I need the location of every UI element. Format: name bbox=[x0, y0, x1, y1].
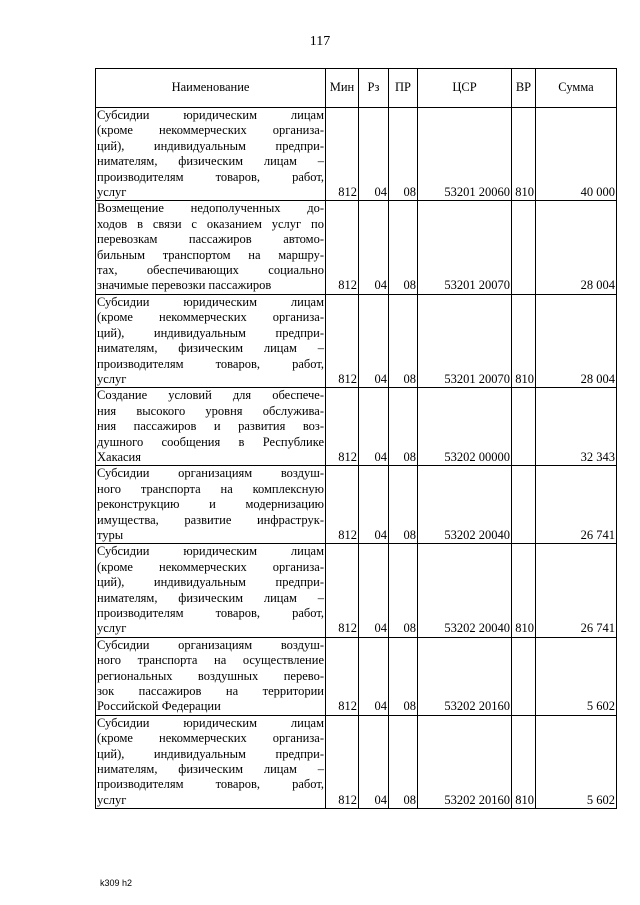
row-name-line: ций), индивидуальным предпри- bbox=[97, 325, 324, 340]
row-name-line: Российской Федерации bbox=[97, 699, 221, 714]
row-name-cell bbox=[96, 466, 326, 544]
row-name-line: тах, обеспечивающих социально bbox=[97, 263, 324, 278]
row-pr-cell: 08 bbox=[389, 388, 418, 466]
row-name-line: ций), индивидуальным предпри- bbox=[97, 138, 324, 153]
table-row bbox=[96, 544, 617, 637]
row-vr-cell: 810 bbox=[512, 715, 536, 808]
row-rz-cell: 04 bbox=[359, 294, 389, 387]
row-name-line: услуг bbox=[97, 371, 127, 386]
footer-code: k309 h2 bbox=[100, 878, 133, 888]
row-rz-cell: 04 bbox=[359, 466, 389, 544]
row-min-cell: 812 bbox=[326, 201, 359, 294]
row-csr-cell: 53201 20070 bbox=[418, 201, 512, 294]
row-name-line: нимателям, физическим лицам – bbox=[97, 341, 324, 356]
table-row bbox=[96, 466, 617, 544]
row-name-line: Субсидии юридическим лицам bbox=[97, 715, 324, 730]
row-sum-cell: 40 000 bbox=[536, 108, 617, 201]
row-name-line: (кроме некоммерческих организа- bbox=[97, 559, 324, 574]
row-min-cell: 812 bbox=[326, 466, 359, 544]
column-header-min: Мин bbox=[326, 69, 359, 108]
table-row bbox=[96, 637, 617, 715]
row-pr-cell: 08 bbox=[389, 637, 418, 715]
row-csr-cell: 53202 20040 bbox=[418, 466, 512, 544]
row-sum-cell: 32 343 bbox=[536, 388, 617, 466]
row-name-line: ходов в связи с оказанием услуг по bbox=[97, 216, 324, 231]
row-sum-cell: 26 741 bbox=[536, 544, 617, 637]
row-name-cell bbox=[96, 108, 326, 201]
row-min-cell: 812 bbox=[326, 108, 359, 201]
column-header-vr: ВР bbox=[512, 69, 536, 108]
row-vr-cell: 810 bbox=[512, 544, 536, 637]
column-header-name: Наименование bbox=[96, 69, 326, 108]
row-min-cell: 812 bbox=[326, 637, 359, 715]
row-pr-cell: 08 bbox=[389, 294, 418, 387]
row-name-line: ного транспорта на комплексную bbox=[97, 481, 324, 496]
row-name-line: Субсидии юридическим лицам bbox=[97, 544, 324, 559]
row-sum-cell: 5 602 bbox=[536, 715, 617, 808]
row-sum-cell: 5 602 bbox=[536, 637, 617, 715]
row-rz-cell: 04 bbox=[359, 544, 389, 637]
column-header-csr: ЦСР bbox=[418, 69, 512, 108]
column-header-pr: ПР bbox=[389, 69, 418, 108]
row-min-cell: 812 bbox=[326, 294, 359, 387]
row-csr-cell: 53202 00000 bbox=[418, 388, 512, 466]
row-name-line: туры bbox=[97, 527, 124, 542]
row-name-line: услуг bbox=[97, 792, 127, 807]
column-header-sum: Сумма bbox=[536, 69, 617, 108]
row-name-cell bbox=[96, 637, 326, 715]
column-header-rz: Рз bbox=[359, 69, 389, 108]
row-vr-cell bbox=[512, 637, 536, 715]
row-pr-cell: 08 bbox=[389, 466, 418, 544]
row-rz-cell: 04 bbox=[359, 108, 389, 201]
row-name-line: производителям товаров, работ, bbox=[97, 356, 324, 371]
row-sum-cell: 26 741 bbox=[536, 466, 617, 544]
table-header-row bbox=[96, 69, 617, 108]
row-pr-cell: 08 bbox=[389, 715, 418, 808]
row-name-line: нимателям, физическим лицам – bbox=[97, 762, 324, 777]
row-name-line: душного сообщения в Республике bbox=[97, 434, 324, 449]
row-vr-cell: 810 bbox=[512, 108, 536, 201]
row-name-line: Субсидии организациям воздуш- bbox=[97, 637, 324, 652]
table-row bbox=[96, 388, 617, 466]
row-vr-cell bbox=[512, 466, 536, 544]
row-name-line: ций), индивидуальным предпри- bbox=[97, 746, 324, 761]
row-rz-cell: 04 bbox=[359, 388, 389, 466]
row-name-line: нимателям, физическим лицам – bbox=[97, 154, 324, 169]
row-name-line: (кроме некоммерческих организа- bbox=[97, 731, 324, 746]
row-vr-cell: 810 bbox=[512, 294, 536, 387]
page-number: 117 bbox=[309, 34, 331, 49]
row-name-line: Субсидии юридическим лицам bbox=[97, 294, 324, 309]
row-min-cell: 812 bbox=[326, 544, 359, 637]
row-name-line: бильным транспортом на маршру- bbox=[97, 247, 324, 262]
row-name-line: производителям товаров, работ, bbox=[97, 777, 324, 792]
table-body bbox=[96, 108, 617, 809]
row-name-line: значимые перевозки пассажиров bbox=[97, 278, 272, 293]
row-name-cell bbox=[96, 388, 326, 466]
row-rz-cell: 04 bbox=[359, 637, 389, 715]
row-name-line: перевозкам пассажиров автомо- bbox=[97, 232, 324, 247]
row-name-line: имущества, развитие инфраструк- bbox=[97, 512, 324, 527]
row-name-line: Создание условий для обеспече- bbox=[97, 388, 324, 403]
row-sum-cell: 28 004 bbox=[536, 201, 617, 294]
row-rz-cell: 04 bbox=[359, 201, 389, 294]
row-pr-cell: 08 bbox=[389, 201, 418, 294]
row-name-line: услуг bbox=[97, 621, 127, 636]
table-row bbox=[96, 201, 617, 294]
row-min-cell: 812 bbox=[326, 388, 359, 466]
row-name-line: производителям товаров, работ, bbox=[97, 606, 324, 620]
row-name-cell bbox=[96, 294, 326, 387]
row-name-line: зок пассажиров на территории bbox=[97, 684, 324, 699]
row-name-line: ния высокого уровня обслужива- bbox=[97, 403, 324, 418]
row-name-line: услуг bbox=[97, 185, 127, 200]
row-name-line: нимателям, физическим лицам – bbox=[97, 590, 324, 605]
row-name-line: Хакасия bbox=[97, 449, 141, 464]
row-name-line: Субсидии организациям воздуш- bbox=[97, 466, 324, 481]
table-row bbox=[96, 294, 617, 387]
row-csr-cell: 53202 20040 bbox=[418, 544, 512, 637]
row-name-line: ния пассажиров и развития воз- bbox=[97, 419, 324, 434]
budget-table bbox=[95, 68, 617, 809]
row-name-line: ного транспорта на осуществление bbox=[97, 653, 324, 668]
row-name-line: (кроме некоммерческих организа- bbox=[97, 123, 324, 138]
row-csr-cell: 53201 20070 bbox=[418, 294, 512, 387]
row-vr-cell bbox=[512, 201, 536, 294]
row-name-line: производителям товаров, работ, bbox=[97, 169, 324, 184]
row-pr-cell: 08 bbox=[389, 544, 418, 637]
row-name-line: региональных воздушных перево- bbox=[97, 668, 324, 683]
row-sum-cell: 28 004 bbox=[536, 294, 617, 387]
row-csr-cell: 53202 20160 bbox=[418, 637, 512, 715]
row-name-cell bbox=[96, 544, 326, 637]
row-name-line: (кроме некоммерческих организа- bbox=[97, 310, 324, 325]
row-name-line: Возмещение недополученных до- bbox=[97, 201, 324, 216]
row-min-cell: 812 bbox=[326, 715, 359, 808]
row-name-line: реконструкцию и модернизацию bbox=[97, 497, 324, 512]
row-name-cell bbox=[96, 201, 326, 294]
row-name-line: Субсидии юридическим лицам bbox=[97, 108, 324, 122]
row-vr-cell bbox=[512, 388, 536, 466]
row-name-line: ций), индивидуальным предпри- bbox=[97, 575, 324, 590]
table-row bbox=[96, 715, 617, 808]
row-pr-cell: 08 bbox=[389, 108, 418, 201]
row-csr-cell: 53201 20060 bbox=[418, 108, 512, 201]
table-row bbox=[96, 108, 617, 201]
row-csr-cell: 53202 20160 bbox=[418, 715, 512, 808]
row-name-cell bbox=[96, 715, 326, 808]
row-rz-cell: 04 bbox=[359, 715, 389, 808]
